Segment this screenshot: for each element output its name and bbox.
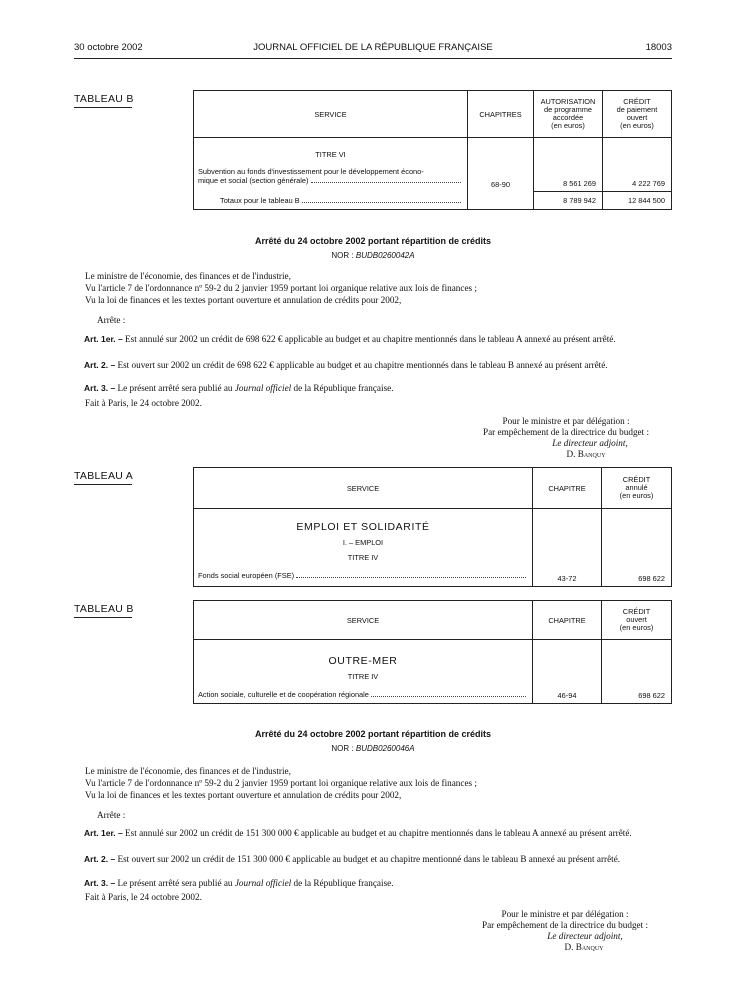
arrete1-art1 bbox=[74, 334, 672, 344]
arrete2-art1-text: Est annulé sur 2002 un crédit de 151 300 000 € applicable au budget et au chapitre mentionnés dans le tableau A annexé au présent arrêté. bbox=[125, 828, 632, 838]
arrete2-title: Arrêté du 24 octobre 2002 portant répartition de crédits bbox=[254, 729, 492, 739]
arrete2-sig3: Le directeur adjoint, bbox=[547, 931, 623, 941]
arrete1-art1-label: Art. 1er. – bbox=[84, 334, 123, 344]
arrete2-art2-label: Art. 2. – bbox=[84, 854, 116, 864]
arrete1-art1-text: Est annulé sur 2002 un crédit de 698 622 € applicable au budget et au chapitre mentionnés dans le tableau A annexé au présent arrêté. bbox=[125, 334, 616, 344]
arrete1-art3-label: Art. 3. – bbox=[84, 383, 116, 393]
table3-chap: 46-94 bbox=[533, 640, 602, 704]
table3-h-credit: CRÉDIT ouvert (en euros) bbox=[602, 601, 672, 640]
arrete1-art2 bbox=[74, 360, 672, 370]
arrete1-sig3: Le directeur adjoint, bbox=[552, 438, 628, 448]
arrete2-art3-text-a: Le présent arrêté sera publié au bbox=[117, 878, 235, 888]
table2-ministry: EMPLOI ET SOLIDARITÉ bbox=[296, 521, 430, 533]
arrete2-visa2: Vu l'article 7 de l'ordonnance nº 59-2 du 2 janvier 1959 portant loi organique relative aux lois de finances ; bbox=[85, 778, 477, 788]
arrete2-sig2: Par empêchement de la directrice du budget : bbox=[481, 920, 649, 930]
arrete2-art3 bbox=[74, 878, 672, 888]
arrete1-art2-label: Art. 2. – bbox=[84, 360, 116, 370]
arrete1-art3-text-c: de la République française. bbox=[291, 383, 394, 393]
table2-chap: 43-72 bbox=[533, 509, 602, 587]
table3-ministry: OUTRE-MER bbox=[328, 655, 398, 667]
arrete2-art1-label: Art. 1er. – bbox=[84, 828, 123, 838]
table1-aut: 8 561 269 bbox=[534, 138, 603, 192]
table1-h-credit: CRÉDIT de paiement ouvert (en euros) bbox=[603, 91, 672, 138]
table3-label-rule bbox=[74, 617, 132, 618]
arrete1-nor-label: NOR : bbox=[331, 251, 356, 260]
table3-line: Action sociale, culturelle et de coopération régionale bbox=[198, 690, 369, 699]
table1-tot-aut: 8 789 942 bbox=[534, 192, 603, 210]
table3-h-chapitre: CHAPITRE bbox=[533, 601, 602, 640]
arrete1-title: Arrêté du 24 octobre 2002 portant répartition de crédits bbox=[254, 236, 492, 246]
table1-line2: mique et social (section générale) bbox=[198, 176, 309, 185]
arrete1-visa1: Le ministre de l'économie, des finances et de l'industrie, bbox=[85, 271, 291, 281]
arrete2-visa1: Le ministre de l'économie, des finances et de l'industrie, bbox=[85, 766, 291, 776]
header-title: JOURNAL OFFICIEL DE LA RÉPUBLIQUE FRANÇAISE bbox=[253, 42, 493, 53]
header-rule bbox=[74, 58, 672, 59]
arrete2-arrete: Arrête : bbox=[97, 810, 126, 820]
table3-h-service: SERVICE bbox=[194, 601, 533, 640]
table1-h-autorisation: AUTORISATION de programme accordée (en euros) bbox=[534, 91, 603, 138]
table2-titre: TITRE IV bbox=[347, 553, 379, 562]
table2-h-credit: CRÉDIT annulé (en euros) bbox=[602, 468, 672, 509]
arrete2-nor: BUDB0260046A bbox=[355, 744, 415, 753]
arrete2-art1 bbox=[74, 828, 672, 838]
arrete2-visa3: Vu la loi de finances et les textes portant ouverture et annulation de crédits pour 2002, bbox=[85, 790, 402, 800]
table2-label: TABLEAU A bbox=[74, 470, 134, 482]
table1 bbox=[193, 90, 672, 210]
arrete2-art3-text-c: de la République française. bbox=[291, 878, 394, 888]
table3-titre: TITRE IV bbox=[347, 672, 379, 681]
table1-cred: 4 222 769 bbox=[603, 138, 672, 192]
arrete2-sig1: Pour le ministre et par délégation : bbox=[501, 909, 629, 919]
arrete1-nor: BUDB0260042A bbox=[355, 251, 415, 260]
table1-label: TABLEAU B bbox=[74, 93, 134, 105]
table2-h-service: SERVICE bbox=[194, 468, 533, 509]
table1-tot-label: Totaux pour le tableau B bbox=[220, 195, 300, 205]
header-date: 30 octobre 2002 bbox=[74, 42, 143, 53]
table1-label-rule bbox=[74, 107, 132, 108]
arrete2-art2-text: Est ouvert sur 2002 un crédit de 151 300 000 € applicable au budget et au chapitre mentionné dans le tableau B annexé au présent arrêté. bbox=[117, 854, 621, 864]
arrete1-sig4: D. Banquy bbox=[566, 449, 606, 459]
arrete1-art2-text: Est ouvert sur 2002 un crédit de 698 622 € applicable au budget et au chapitre mentionnés dans le tableau B annexé au présent arrêté. bbox=[117, 360, 608, 370]
table1-chap: 68-90 bbox=[468, 138, 534, 192]
table3 bbox=[193, 600, 672, 704]
arrete1-arrete: Arrête : bbox=[97, 315, 126, 325]
table1-line1: Subvention au fonds d'investissement pour le développement écono- bbox=[198, 167, 424, 176]
table2-h-chapitre: CHAPITRE bbox=[533, 468, 602, 509]
table1-tot-cred: 12 844 500 bbox=[603, 192, 672, 210]
arrete1-visa2: Vu l'article 7 de l'ordonnance nº 59-2 du 2 janvier 1959 portant loi organique relative aux lois de finances ; bbox=[85, 283, 477, 293]
table2-line: Fonds social européen (FSE) bbox=[198, 571, 295, 580]
arrete1-art3-text-a: Le présent arrêté sera publié au bbox=[117, 383, 235, 393]
table2 bbox=[193, 467, 672, 587]
table2-section: I. – EMPLOI bbox=[342, 538, 384, 547]
arrete1-sig2: Par empêchement de la directrice du budget : bbox=[482, 427, 650, 437]
page-number: 18003 bbox=[645, 42, 672, 53]
table2-cred: 698 622 bbox=[602, 509, 672, 587]
arrete2-art3-jo: Journal officiel bbox=[234, 878, 292, 888]
table1-h-service: SERVICE bbox=[194, 91, 468, 138]
arrete1-art3-jo: Journal officiel bbox=[234, 383, 292, 393]
arrete2-art3-label: Art. 3. – bbox=[84, 878, 116, 888]
arrete2-art2 bbox=[74, 854, 672, 864]
table1-h-chapitres: CHAPITRES bbox=[468, 91, 534, 138]
table3-label: TABLEAU B bbox=[74, 603, 134, 615]
arrete1-sig1: Pour le ministre et par délégation : bbox=[502, 416, 630, 426]
arrete2-fait: Fait à Paris, le 24 octobre 2002. bbox=[85, 892, 202, 902]
arrete1-art3 bbox=[74, 383, 672, 393]
arrete2-sig4: D. Banquy bbox=[564, 942, 604, 952]
arrete2-nor-label: NOR : bbox=[331, 744, 356, 753]
arrete1-fait: Fait à Paris, le 24 octobre 2002. bbox=[85, 398, 202, 408]
arrete1-visa3: Vu la loi de finances et les textes portant ouverture et annulation de crédits pour 2002, bbox=[85, 295, 402, 305]
table2-label-rule bbox=[74, 484, 132, 485]
table3-cred: 698 622 bbox=[602, 640, 672, 704]
table1-titre: TITRE VI bbox=[315, 150, 346, 159]
